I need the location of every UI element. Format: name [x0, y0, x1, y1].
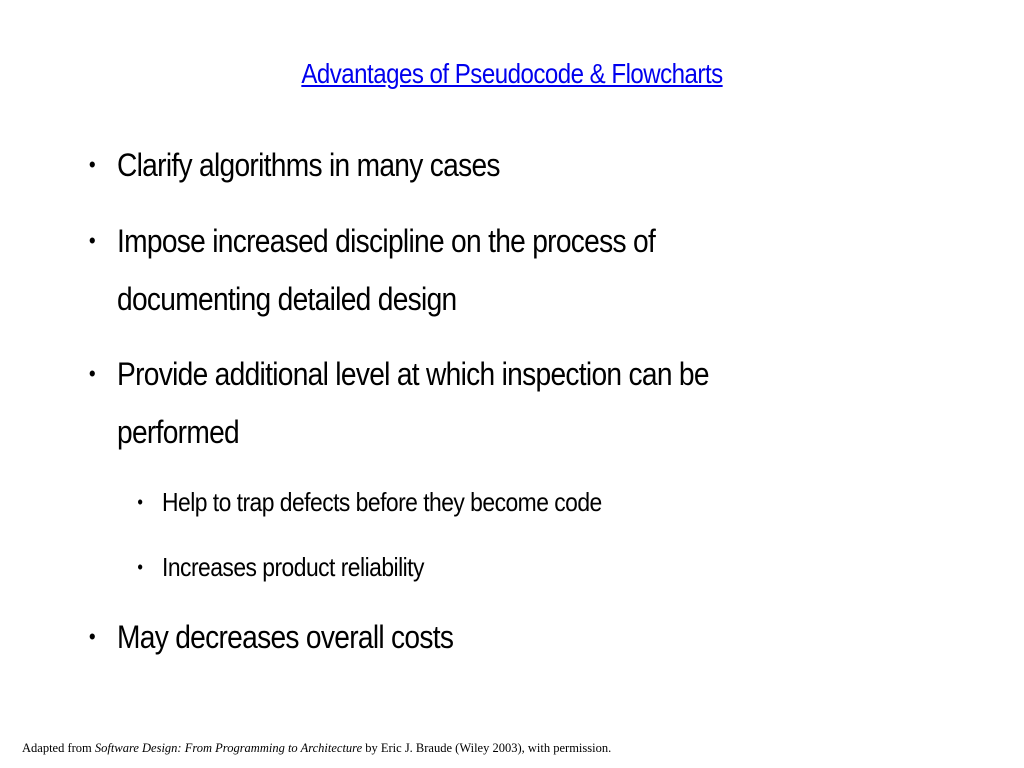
- slide-title: Advantages of Pseudocode & Flowcharts: [301, 58, 723, 89]
- attribution-footer: [22, 741, 611, 756]
- bullet-dot-icon: •: [137, 557, 143, 577]
- bullet-item: [88, 608, 786, 666]
- bullet-dot-icon: •: [88, 361, 95, 386]
- bullet-text: Provide additional level at which inspection can be performed: [117, 356, 709, 450]
- bullet-text: Impose increased discipline on the process of documenting detailed design: [117, 223, 656, 317]
- sub-bullet-text: Increases product reliability: [162, 552, 424, 582]
- footer-book-title: Software Design: From Programming to Architecture: [94, 741, 363, 755]
- bullet-item: [88, 345, 786, 461]
- sub-bullet-item: [137, 547, 760, 587]
- sub-bullet-item: [137, 482, 760, 522]
- bullet-dot-icon: •: [88, 228, 95, 253]
- bullet-dot-icon: •: [88, 624, 95, 649]
- bullet-text: Clarify algorithms in many cases: [117, 147, 500, 183]
- bullet-item: [88, 212, 786, 328]
- footer-suffix: by Eric J. Braude (Wiley 2003), with permission.: [362, 741, 612, 755]
- footer-prefix: Adapted from: [22, 741, 95, 755]
- bullet-item: [88, 136, 786, 194]
- sub-bullet-text: Help to trap defects before they become code: [162, 487, 602, 517]
- bullet-dot-icon: •: [88, 152, 95, 177]
- bullet-dot-icon: •: [137, 492, 143, 512]
- bullet-text: May decreases overall costs: [117, 619, 454, 655]
